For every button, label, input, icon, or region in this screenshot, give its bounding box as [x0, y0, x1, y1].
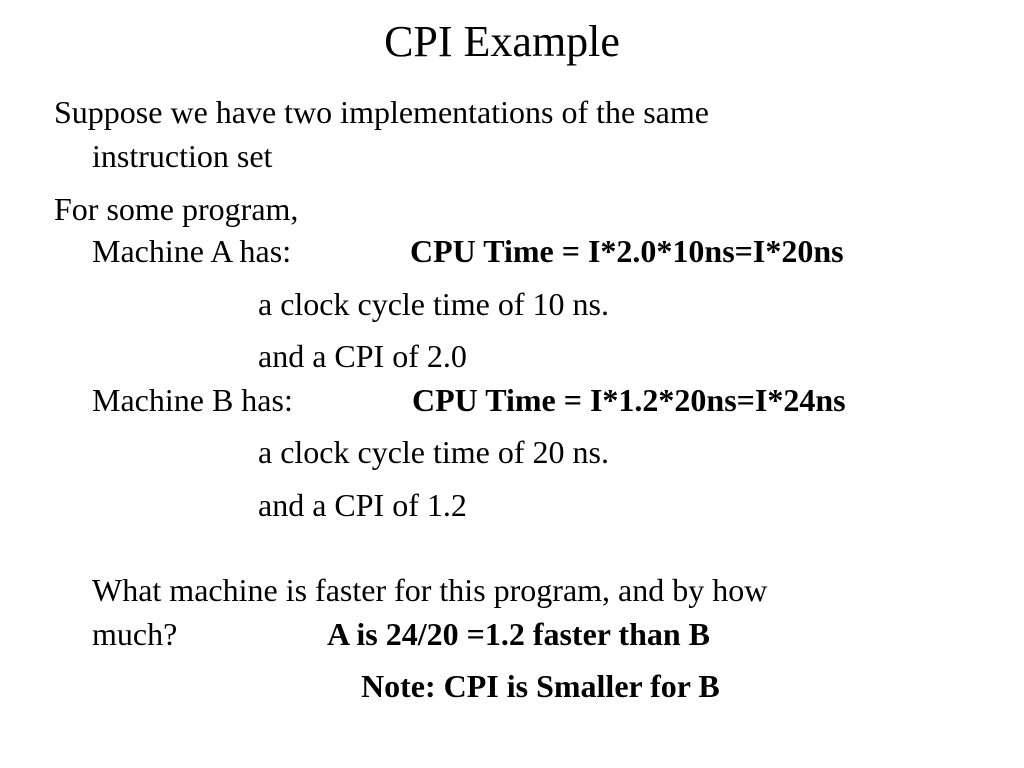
machine-b-label: Machine B has: [92, 382, 293, 418]
machine-b-cpi: and a CPI of 1.2 [258, 487, 467, 523]
slide-title: CPI Example [384, 17, 620, 66]
machine-a-clock: a clock cycle time of 10 ns. [258, 286, 609, 322]
program-line: For some program, [54, 191, 299, 227]
machine-a-cpi: and a CPI of 2.0 [258, 338, 467, 374]
intro-line-2: instruction set [92, 138, 273, 174]
question-line-2: much? [92, 616, 178, 652]
note-text: Note: CPI is Smaller for B [361, 668, 720, 704]
answer-text: A is 24/20 =1.2 faster than B [327, 616, 710, 652]
intro-line-1: Suppose we have two implementations of the same [54, 94, 709, 130]
machine-a-label: Machine A has: [92, 233, 292, 269]
machine-a-cpu-time: CPU Time = I*2.0*10ns=I*20ns [410, 233, 844, 269]
machine-b-cpu-time: CPU Time = I*1.2*20ns=I*24ns [412, 382, 846, 418]
machine-b-clock: a clock cycle time of 20 ns. [258, 434, 609, 470]
question-line-1: What machine is faster for this program, and by how [92, 572, 768, 608]
